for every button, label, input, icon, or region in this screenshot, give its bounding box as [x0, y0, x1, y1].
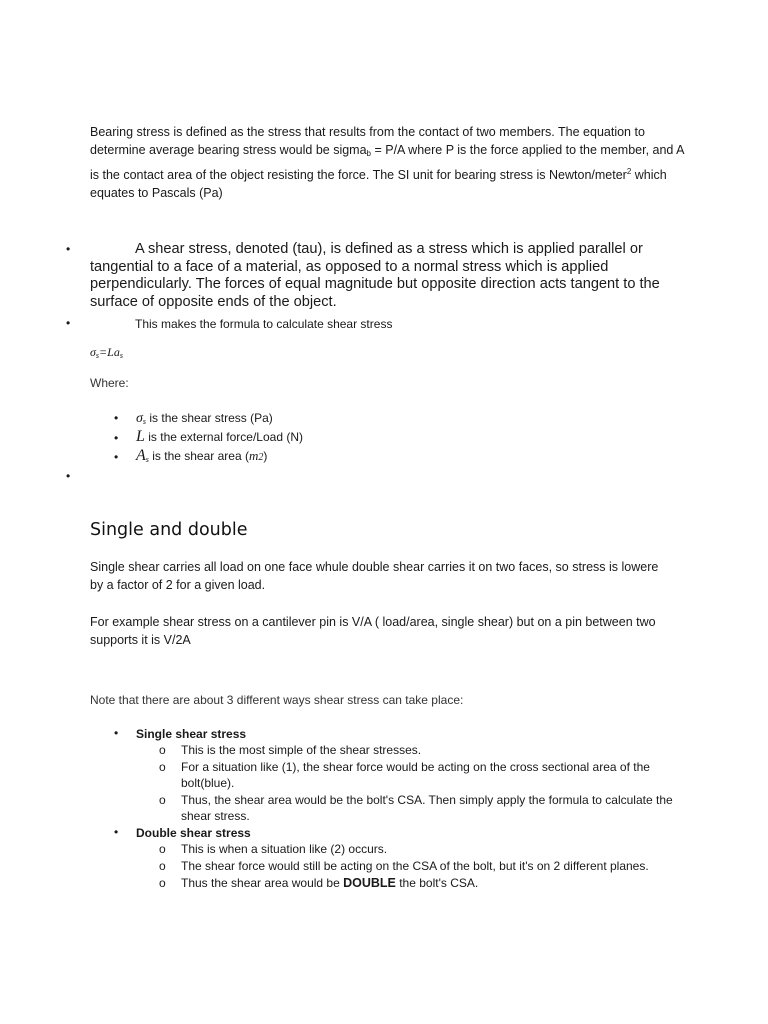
- formula-a: a: [113, 345, 120, 359]
- where-sym: L: [136, 428, 145, 445]
- sub-bullet-marker: o: [159, 859, 166, 873]
- bullet-marker: •: [114, 726, 119, 740]
- double-last-post: the bolt's CSA.: [395, 876, 479, 890]
- where-sym: σ: [136, 411, 143, 426]
- bullet-marker: •: [66, 242, 71, 256]
- bullet-marker: •: [114, 825, 119, 839]
- single-shear-item: For a situation like (1), the shear force would be acting on the cross sectional area of the bolt(blue).: [181, 760, 650, 790]
- section-heading: Single and double: [90, 520, 248, 540]
- single-double-paragraph-2: For example shear stress on a cantilever pin is V/A ( load/area, single shear) but on a pin between two supports it is V/2A: [90, 615, 656, 647]
- double-shear-item: This is when a situation like (2) occurs.: [181, 842, 388, 856]
- bullet-marker: •: [114, 450, 119, 464]
- bearing-text-2: = P/A where P is the force applied to the member, and A is the contact area of the object resisting the force. The SI unit for bearing stress is Newton/meter: [90, 143, 684, 182]
- formula-equals: =: [99, 345, 108, 359]
- double-shear-title-text: Double shear stress: [136, 826, 251, 840]
- bullet-marker: •: [114, 411, 119, 425]
- sub-bullet-marker: o: [159, 842, 166, 856]
- where-text: is the shear area (: [148, 449, 249, 463]
- double-last-pre: Thus the shear area would be: [181, 876, 344, 890]
- shear-definition: A shear stress, denoted (tau), is defined as a stress which is applied parallel or tangential to a face of a material, as opposed to a normal stress which is applied perpendicularly. The forces of equal magnitude but opposite direction acts tangent to the surface of opposite ends of the object.: [90, 241, 660, 310]
- where-item-load: [136, 429, 303, 445]
- where-close: ): [263, 449, 268, 463]
- sub-bullet-marker: o: [159, 760, 166, 774]
- where-unit: m: [248, 448, 259, 463]
- formula-intro: This makes the formula to calculate shear stress: [135, 317, 393, 331]
- bearing-text-3: which equates to Pascals (Pa): [90, 168, 667, 200]
- single-shear-title-text: Single shear stress: [136, 727, 247, 741]
- formula-L: L: [107, 345, 114, 359]
- bullet-marker: •: [66, 316, 71, 330]
- where-text: is the shear stress (Pa): [146, 411, 273, 425]
- where-sub: s: [145, 455, 149, 464]
- double-shear-item: The shear force would still be acting on the CSA of the bolt, but it's on 2 different planes.: [181, 859, 649, 873]
- sub-bullet-marker: o: [159, 793, 166, 807]
- bearing-stress-paragraph: [90, 123, 688, 202]
- single-double-paragraph-1: Single shear carries all load on one face whule double shear carries it on two faces, so stress is lowere by a factor of 2 for a given load.: [90, 560, 659, 592]
- where-unit-sub: 2: [258, 452, 264, 463]
- shear-formula: [90, 345, 123, 360]
- where-item-shear-stress: [136, 410, 273, 430]
- bearing-sup-2: 2: [626, 167, 632, 176]
- bearing-text-1: Bearing stress is defined as the stress that results from the contact of two members. The equation to determine average bearing stress would be sigma: [90, 125, 645, 157]
- where-text: is the external force/Load (N): [144, 430, 303, 444]
- bearing-sub-b: b: [366, 149, 371, 158]
- double-shear-title: [136, 825, 251, 841]
- sub-bullet-marker: o: [159, 743, 166, 757]
- formula-sub-s: s: [95, 351, 100, 360]
- double-last-bold: DOUBLE: [343, 876, 396, 890]
- bullet-marker: •: [114, 431, 119, 445]
- bullet-marker: •: [66, 469, 71, 483]
- sub-bullet-marker: o: [159, 876, 166, 890]
- where-sym: A: [136, 447, 146, 464]
- where-item-area: [136, 448, 267, 468]
- double-shear-item-last: [181, 875, 681, 891]
- single-shear-item: This is the most simple of the shear stresses.: [181, 743, 422, 757]
- where-label: Where:: [90, 376, 129, 390]
- formula-sub-s2: s: [119, 351, 123, 360]
- note-text: Note that there are about 3 different ways shear stress can take place:: [90, 693, 464, 707]
- formula-sigma: σ: [90, 345, 96, 359]
- single-shear-item: Thus, the shear area would be the bolt's CSA. Then simply apply the formula to calculate the shear stress.: [181, 793, 673, 823]
- where-sub: s: [142, 417, 147, 426]
- single-shear-title: [136, 726, 246, 742]
